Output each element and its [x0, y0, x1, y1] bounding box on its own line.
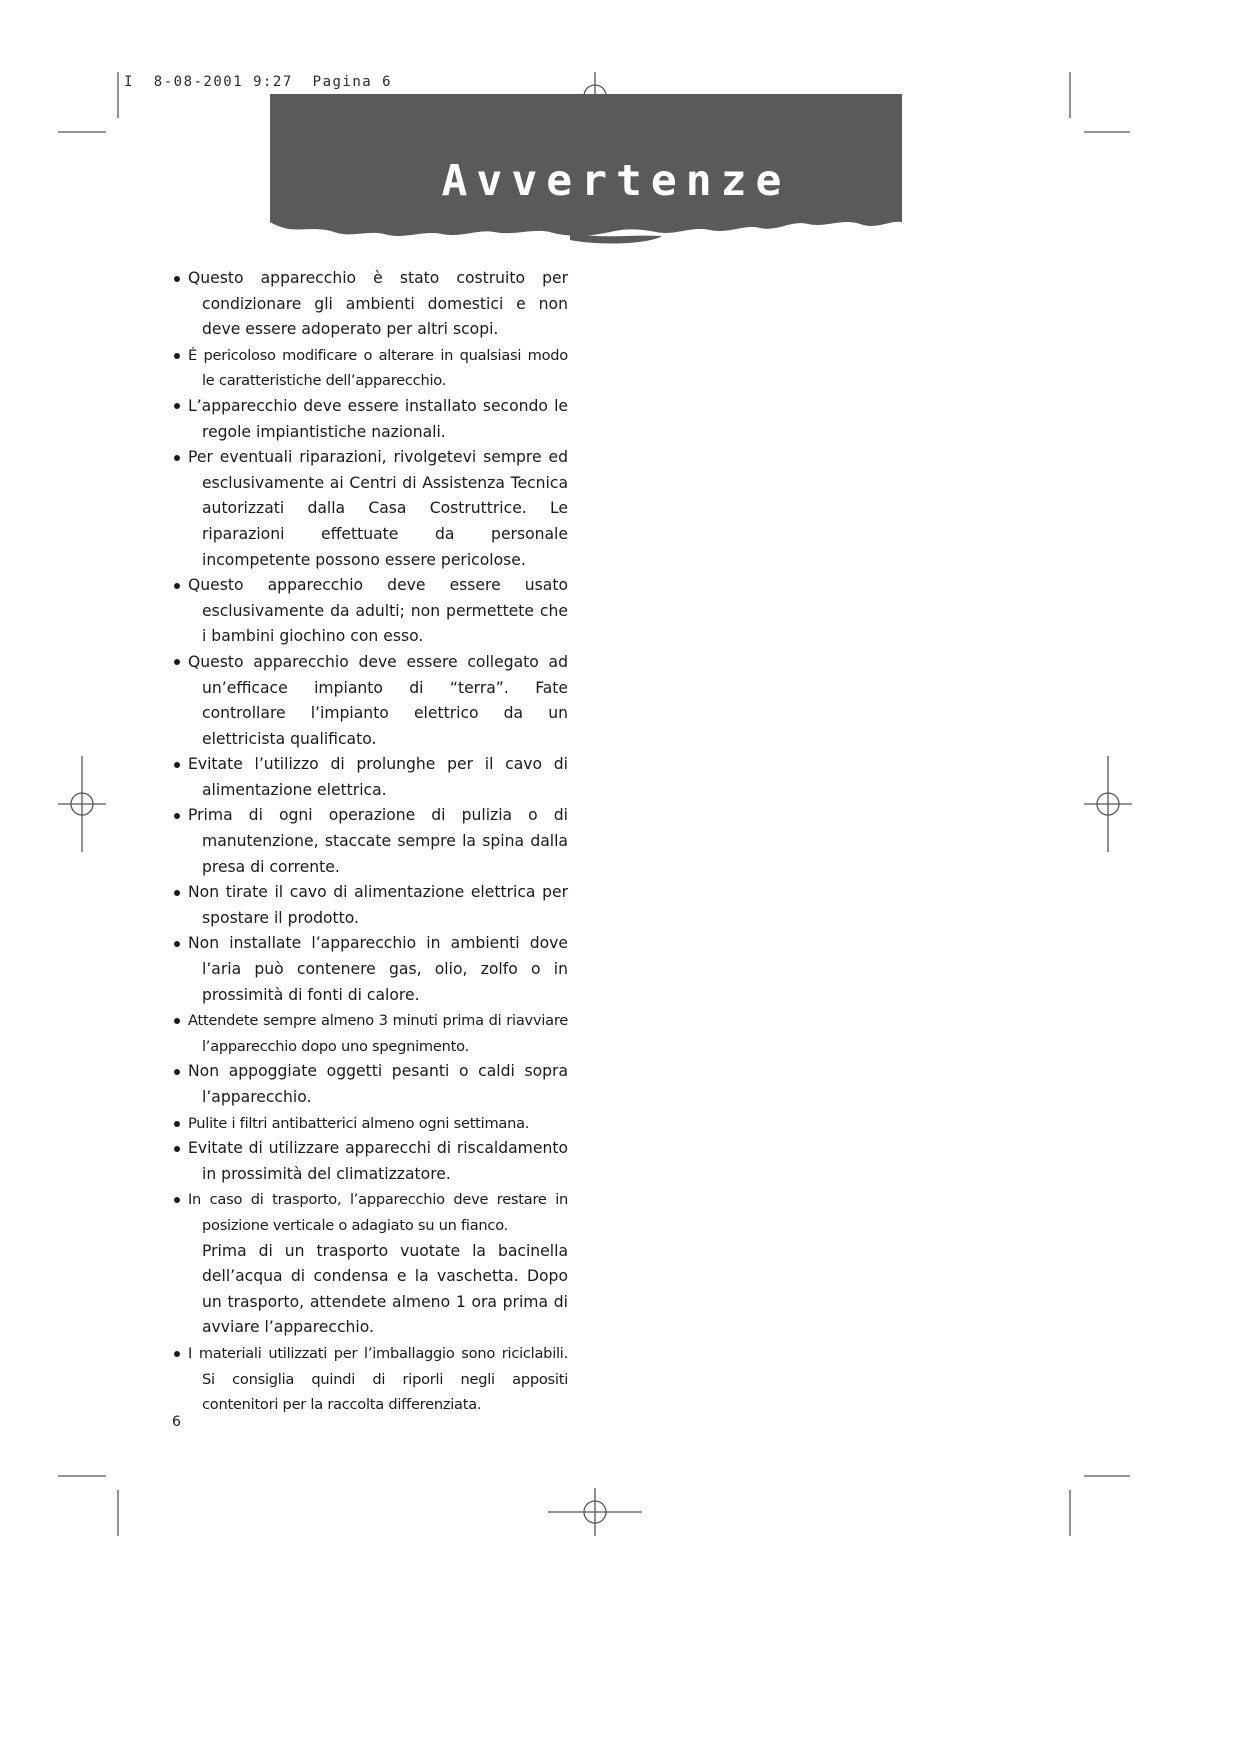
- list-item-continuation: Prima di un trasporto vuotate la bacinella dell’acqua di condensa e la vaschetta. Dopo un trasporto, attendete almeno 1 ora prima di avviare l’apparecchio.: [202, 1241, 568, 1337]
- bullet-icon: [174, 813, 180, 819]
- bullet-icon: [174, 659, 180, 665]
- page-title: Avvertenze: [441, 156, 791, 206]
- list-item: I materiali utilizzati per l’imballaggio sono riciclabili. Si consiglia quindi di riporli negli appositi contenitori per la raccolta differenziata.: [172, 1341, 568, 1418]
- list-item: L’apparecchio deve essere installato secondo le regole impiantistiche nazionali.: [172, 394, 568, 445]
- bullet-icon: [174, 1197, 180, 1203]
- bullet-icon: [174, 890, 180, 896]
- list-item: É pericoloso modificare o alterare in qualsiasi modo le caratteristiche dell’apparecchio.: [172, 343, 568, 394]
- list-item: Evitate di utilizzare apparecchi di riscaldamento in prossimità del climatizzatore.: [172, 1136, 568, 1187]
- bullet-icon: [174, 1351, 180, 1357]
- list-item: Prima di ogni operazione di pulizia o di manutenzione, staccate sempre la spina dalla presa di corrente.: [172, 803, 568, 880]
- bullet-icon: [174, 403, 180, 409]
- list-item: Non installate l’apparecchio in ambienti dove l’aria può contenere gas, olio, zolfo o in prossimità di fonti di calore.: [172, 931, 568, 1008]
- title-banner: [270, 94, 902, 246]
- bullet-icon: [174, 1069, 180, 1075]
- bullet-icon: [174, 1146, 180, 1152]
- bullet-icon: [174, 583, 180, 589]
- bullet-icon: [174, 941, 180, 947]
- list-item: Attendete sempre almeno 3 minuti prima di riavviare l’apparecchio dopo uno spegnimento.: [172, 1008, 568, 1059]
- list-item: Evitate l’utilizzo di prolunghe per il cavo di alimentazione elettrica.: [172, 752, 568, 803]
- list-item: In caso di trasporto, l’apparecchio deve restare in posizione verticale o adagiato su un fianco. Prima di un trasporto vuotate la bacinella dell’acqua di condensa e la vaschetta. Dopo un trasporto, attendete almeno 1 ora prima di avviare l’apparecchio.: [172, 1187, 568, 1341]
- bullet-icon: [174, 762, 180, 768]
- list-item: Non appoggiate oggetti pesanti o caldi sopra l’apparecchio.: [172, 1059, 568, 1110]
- printer-slug: I 8-08-2001 9:27 Pagina 6: [124, 74, 393, 90]
- list-item: Questo apparecchio deve essere collegato ad un’efficace impianto di “terra”. Fate controllare l’impianto elettrico da un elettricista qualificato.: [172, 650, 568, 752]
- bullet-icon: [174, 1121, 180, 1127]
- list-item: Questo apparecchio deve essere usato esclusivamente da adulti; non permettete che i bambini giochino con esso.: [172, 573, 568, 650]
- bullet-icon: [174, 276, 180, 282]
- warnings-list: [172, 266, 568, 1418]
- list-item: Per eventuali riparazioni, rivolgetevi sempre ed esclusivamente ai Centri di Assistenza Tecnica autorizzati dalla Casa Costruttrice. Le riparazioni effettuate da personale incompetente possono essere pericolose.: [172, 445, 568, 573]
- list-item: Questo apparecchio è stato costruito per condizionare gli ambienti domestici e non deve essere adoperato per altri scopi.: [172, 266, 568, 343]
- list-item: Pulite i filtri antibatterici almeno ogni settimana.: [172, 1111, 568, 1137]
- page-number: 6: [172, 1414, 181, 1430]
- list-item: Non tirate il cavo di alimentazione elettrica per spostare il prodotto.: [172, 880, 568, 931]
- bullet-icon: [174, 353, 180, 359]
- bullet-icon: [174, 455, 180, 461]
- bullet-icon: [174, 1018, 180, 1024]
